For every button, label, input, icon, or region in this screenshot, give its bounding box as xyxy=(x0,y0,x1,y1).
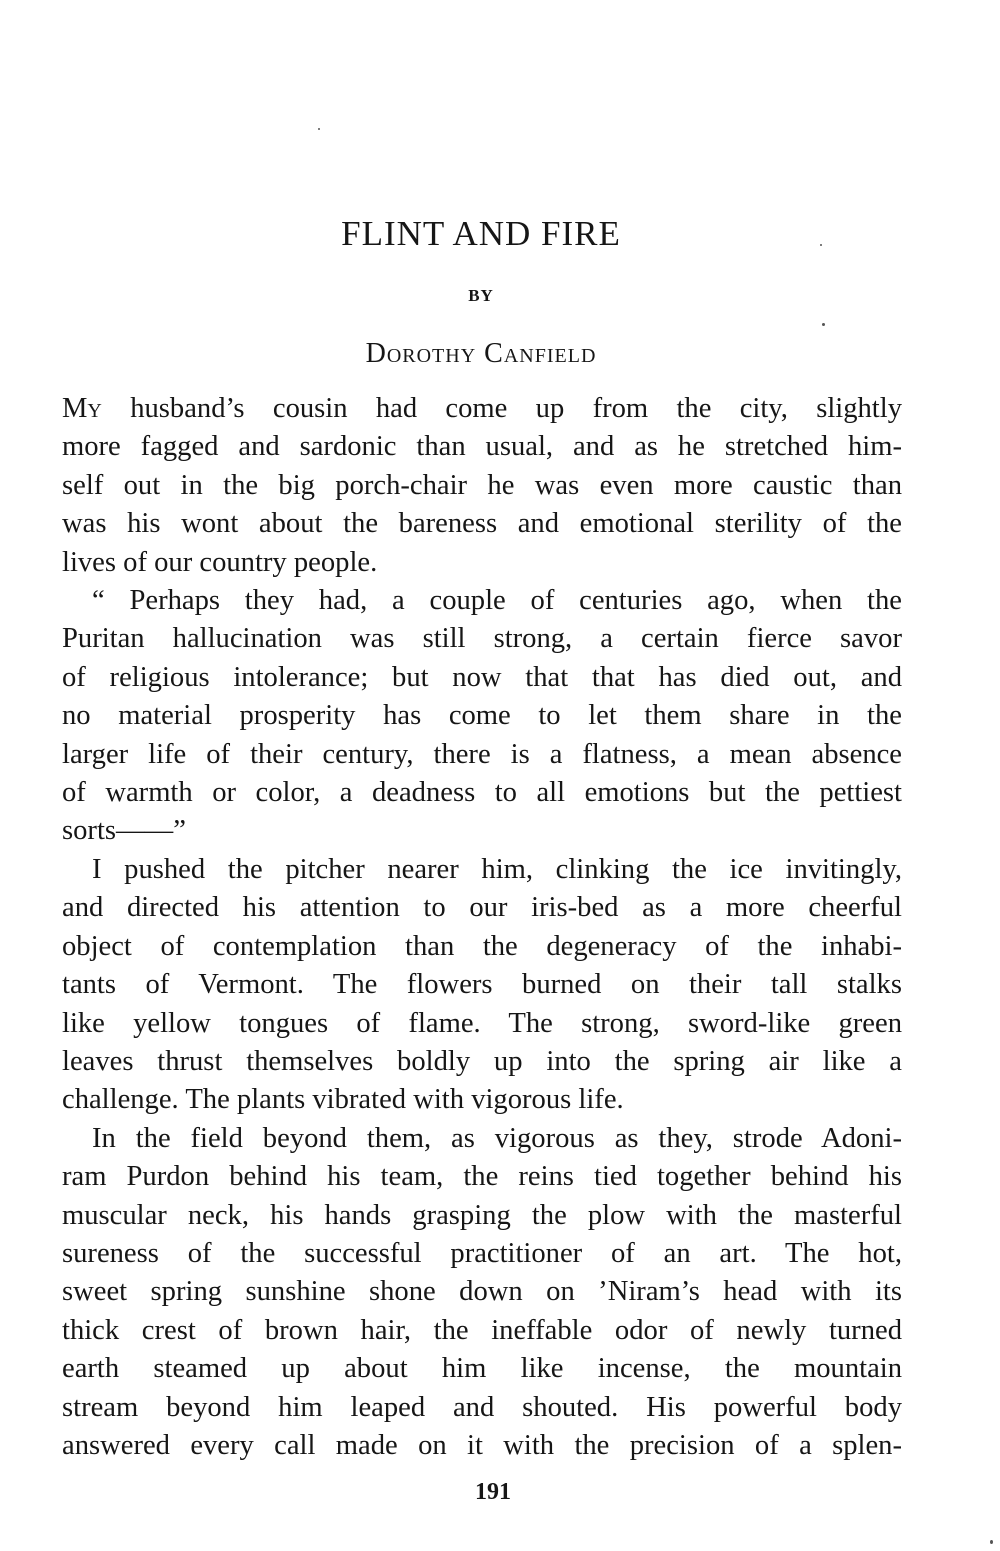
text-line: earth steamed up about him like incense, the mountain xyxy=(62,1353,902,1385)
text-line: leaves thrust themselves boldly up into the spring air like a xyxy=(62,1045,902,1077)
story-body xyxy=(62,390,902,1465)
text-line: My husband’s cousin had come up from the city, slightly xyxy=(62,393,902,424)
text-line: answered every call made on it with the precision of a splen- xyxy=(62,1429,902,1461)
text-line: Puritan hallucination was still strong, a certain fierce savor xyxy=(62,623,902,655)
text-line: challenge. The plants vibrated with vigorous life. xyxy=(62,1084,624,1116)
text-line: stream beyond him leaped and shouted. His powerful body xyxy=(62,1391,902,1423)
scan-speck xyxy=(822,323,825,326)
paragraph-4 xyxy=(62,1120,902,1466)
text-line: thick crest of brown hair, the ineffable odor of newly turned xyxy=(62,1314,902,1346)
text-line: ram Purdon behind his team, the reins tied together behind his xyxy=(62,1161,902,1193)
text-line: like yellow tongues of flame. The strong, sword-like green xyxy=(62,1007,902,1039)
byline: BY xyxy=(468,286,494,305)
story-title: FLINT AND FIRE xyxy=(341,214,621,253)
text-line: sureness of the successful practitioner of an art. The hot, xyxy=(62,1237,902,1269)
scan-speck xyxy=(318,128,320,130)
text-line: sweet spring sunshine shone down on ’Niram’s head with its xyxy=(62,1276,902,1308)
text-line: object of contemplation than the degeneracy of the inhabi- xyxy=(62,930,902,962)
paragraph-1 xyxy=(62,390,902,582)
text-line: and directed his attention to our iris-bed as a more cheerful xyxy=(62,892,902,924)
text-line: no material prosperity has come to let them share in the xyxy=(62,700,902,732)
paragraph-3 xyxy=(62,851,902,1120)
text-line: In the field beyond them, as vigorous as they, strode Adoni- xyxy=(92,1122,902,1154)
text-line: sorts——” xyxy=(62,815,186,847)
text-line: I pushed the pitcher nearer him, clinking the ice invitingly, xyxy=(92,853,902,885)
text-line: of warmth or color, a deadness to all emotions but the pettiest xyxy=(62,777,902,809)
author-name: Dorothy Canfield xyxy=(365,338,597,369)
scan-speck xyxy=(820,244,822,246)
text-line: of religious intolerance; but now that that has died out, and xyxy=(62,661,902,693)
text-line: larger life of their century, there is a flatness, a mean absence xyxy=(62,738,902,770)
text-line: more fagged and sardonic than usual, and as he stretched him- xyxy=(62,431,902,463)
text-line: self out in the big porch-chair he was even more caustic than xyxy=(62,469,902,501)
text-line: “ Perhaps they had, a couple of centuries ago, when the xyxy=(92,585,902,617)
paragraph-2 xyxy=(62,582,902,851)
lead-word: My xyxy=(62,393,102,424)
page-number: 191 xyxy=(475,1479,511,1505)
text-line: muscular neck, his hands grasping the plow with the masterful xyxy=(62,1199,902,1231)
text-line: tants of Vermont. The flowers burned on their tall stalks xyxy=(62,969,902,1001)
text-line: was his wont about the bareness and emotional sterility of the xyxy=(62,508,902,540)
scan-speck xyxy=(990,1540,993,1544)
text-line: lives of our country people. xyxy=(62,546,378,578)
